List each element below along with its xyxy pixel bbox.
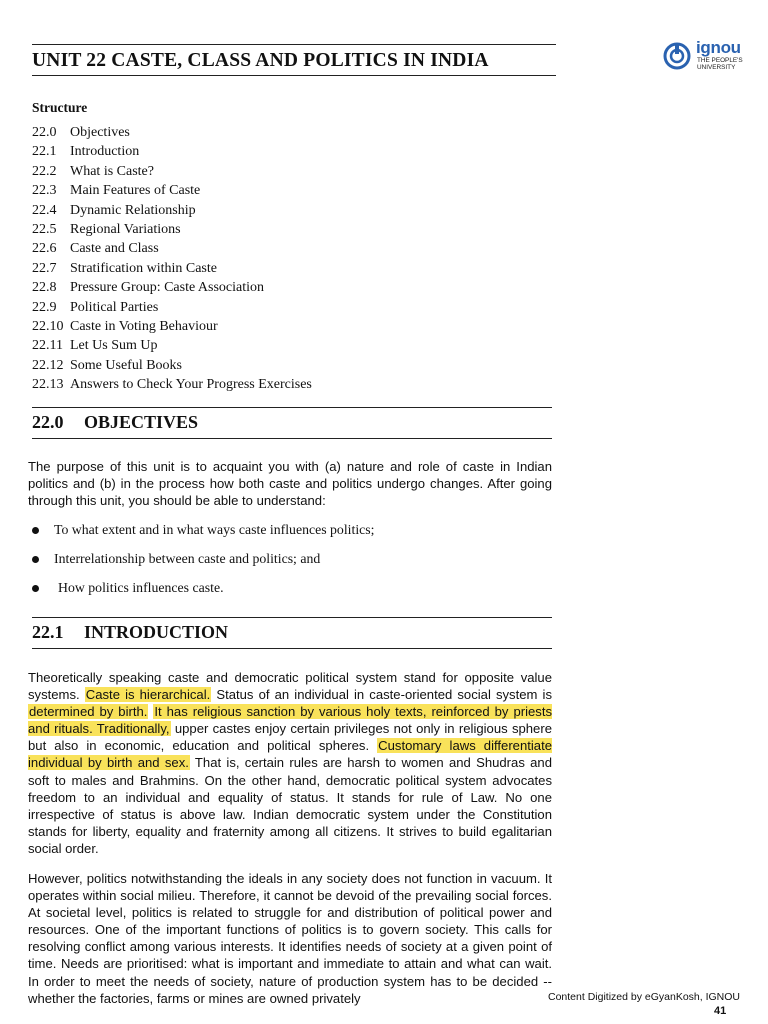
toc-num: 22.11: [32, 338, 63, 354]
introduction-heading: [32, 622, 228, 643]
intro-text: That is, certain rules are harsh to women and Shudras and soft to males and Brahmins. On the other hand, democratic political system advocates freedom to an individual and equality of status. It stands for rule of Law. No one irrespective of status is above law. Indian democratic system under the Constitution stands for liberty, equality and fraternity among all citizens. It strives to build egalitarian social order.: [28, 755, 552, 856]
bullet-text: To what extent and in what ways caste influences politics;: [54, 522, 375, 537]
toc-num: 22.5: [32, 221, 57, 237]
toc-label: Main Features of Caste: [70, 183, 201, 199]
page-number: 41: [714, 1005, 727, 1017]
ignou-logo: [662, 40, 750, 74]
logo-tagline: [697, 57, 743, 71]
objectives-intro: The purpose of this unit is to acquaint you with (a) nature and role of caste in Indian politics and (b) in the process how both caste and politics undergo changes. After going through this unit, you should be able to understand:: [28, 459, 552, 509]
introduction-paragraph-1: [28, 669, 552, 857]
toc-num: 22.6: [32, 241, 57, 257]
toc-num: 22.4: [32, 202, 57, 218]
intro-text: Status of an individual in caste-oriented social system is: [211, 687, 552, 703]
toc-num: 22.2: [32, 163, 57, 179]
intro-text: Theoretically speaking caste and democratic political system stand for opposite value systems.: [28, 670, 552, 703]
highlighted-text: Caste is hierarchical.: [85, 687, 211, 703]
bullet-text: How politics influences caste.: [58, 580, 224, 595]
highlighted-text: It has religious sanction by various holy texts, reinforced by priests and rituals. Traditionally,: [28, 704, 553, 737]
toc-item: [32, 338, 312, 357]
objectives-bullets: [32, 522, 375, 609]
toc-num: 22.12: [32, 357, 64, 373]
objectives-title: OBJECTIVES: [84, 412, 199, 432]
header-top-rule: [32, 44, 556, 45]
structure-heading: Structure: [32, 100, 88, 115]
toc-num: 22.10: [32, 318, 64, 334]
toc-num: 22.13: [32, 377, 64, 393]
toc-item: [32, 377, 312, 396]
bullet-dot-icon: [32, 556, 39, 563]
toc-num: 22.1: [32, 144, 57, 160]
toc-label: Dynamic Relationship: [70, 202, 196, 218]
objectives-number: 22.0: [32, 412, 64, 432]
toc-num: 22.3: [32, 183, 57, 199]
unit-title: UNIT 22 CASTE, CLASS AND POLITICS IN INDIA: [32, 50, 489, 71]
objectives-top-rule: [32, 407, 552, 408]
toc-label: Political Parties: [70, 299, 159, 315]
introduction-bottom-rule: [32, 648, 552, 649]
ignou-swirl-icon: [662, 42, 692, 70]
toc-item: [32, 241, 312, 260]
toc-label: Stratification within Caste: [70, 260, 217, 276]
toc-label: Objectives: [70, 125, 130, 140]
toc-item: [32, 164, 312, 183]
structure-list: [32, 125, 312, 396]
toc-item: [32, 358, 312, 377]
toc-item: [32, 183, 312, 202]
bullet-item: [32, 551, 375, 580]
digitized-note: Content Digitized by eGyanKosh, IGNOU: [548, 991, 741, 1003]
logo-name: ignou: [696, 38, 741, 57]
toc-num: 22.0: [32, 125, 57, 140]
toc-label: Caste in Voting Behaviour: [70, 318, 218, 334]
toc-item: [32, 280, 312, 299]
bullet-item: [32, 522, 375, 551]
intro-text: upper castes enjoy certain privileges not only in religious sphere but also in economic, education and political spheres.: [28, 721, 552, 754]
toc-num: 22.8: [32, 280, 57, 296]
toc-label: Let Us Sum Up: [70, 338, 158, 354]
toc-num: 22.9: [32, 299, 57, 315]
toc-item: [32, 319, 312, 338]
introduction-number: 22.1: [32, 622, 64, 642]
toc-label: Caste and Class: [70, 241, 159, 257]
logo-tagline-line1: THE PEOPLE'S: [697, 57, 743, 64]
toc-label: Regional Variations: [70, 221, 181, 237]
highlighted-text: determined by birth.: [29, 704, 148, 720]
toc-label: Answers to Check Your Progress Exercises: [70, 377, 312, 393]
introduction-paragraph-2: However, politics notwithstanding the ideals in any society does not function in vacuum. It operates within social milieu. Therefore, it cannot be devoid of the prevailing social forces. At societal level, politics is related to struggle for and distribution of political power and resources. One of the important functions of politics is to govern society. This calls for resolving conflict among various interests. It identifies needs of society at a given point of time. Needs are prioritised: what is important and immediate to attain and what can wait. In order to meet the needs of society, nature of production system has to be decided -- whether the factories, farms or mines are owned privately: [28, 871, 552, 1006]
highlighted-text: Customary laws differentiate individual by birth and sex.: [28, 738, 552, 771]
toc-item: [32, 203, 312, 222]
toc-label: What is Caste?: [70, 163, 154, 179]
toc-item: [32, 125, 312, 144]
objectives-bottom-rule: [32, 438, 552, 439]
toc-item: [32, 300, 312, 319]
introduction-title: INTRODUCTION: [84, 622, 229, 642]
toc-item: [32, 144, 312, 163]
bullet-item: [32, 580, 375, 609]
header-bottom-rule: [32, 75, 556, 76]
bullet-dot-icon: [32, 527, 39, 534]
toc-item: [32, 222, 312, 241]
bullet-text: Interrelationship between caste and politics; and: [54, 551, 321, 566]
logo-tagline-line2: UNIVERSITY: [697, 64, 736, 71]
bullet-dot-icon: [32, 585, 39, 592]
toc-num: 22.7: [32, 260, 57, 276]
toc-item: [32, 261, 312, 280]
toc-label: Pressure Group: Caste Association: [70, 280, 265, 296]
introduction-top-rule: [32, 617, 552, 618]
objectives-heading: [32, 412, 198, 433]
toc-label: Introduction: [70, 144, 140, 160]
toc-label: Some Useful Books: [70, 357, 182, 373]
